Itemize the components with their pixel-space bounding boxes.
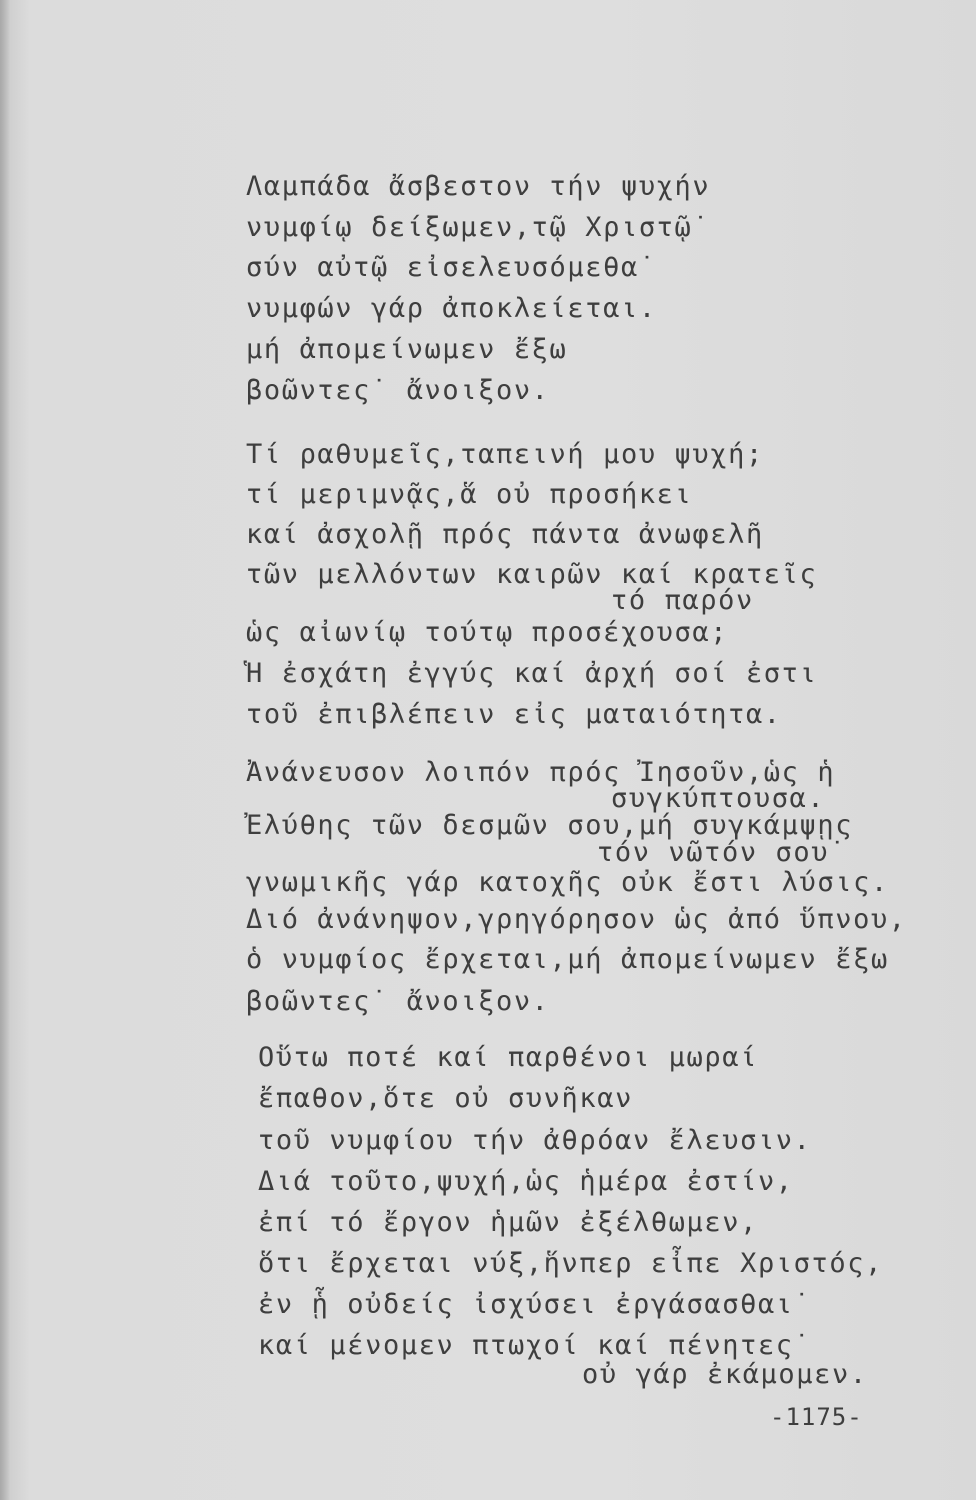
page-number: -1175- [770, 1403, 863, 1431]
stanza4-line-1: Οὕτω ποτέ καί παρθένοι μωραί [258, 1042, 758, 1073]
page-edge-shadow [0, 0, 10, 1500]
stanza1-line-3: σύν αὐτῷ εἰσελευσόμεθα˙ [246, 252, 657, 283]
stanza1-line-4: νυμφών γάρ ἀποκλείεται. [246, 293, 657, 324]
stanza1-line-6: βοῶντες˙ ἄνοιξον. [246, 375, 550, 406]
stanza2-line-3: καί ἀσχολῇ πρός πάντα ἀνωφελῆ [246, 519, 764, 550]
stanza1-line-5: μή ἀπομείνωμεν ἔξω [246, 334, 568, 365]
stanza2-line-1: Τί ραθυμεῖς,ταπεινή μου ψυχή; [246, 439, 764, 470]
stanza3-line-1-continuation: συγκύπτουσα. [611, 783, 826, 814]
stanza4-line-5: ἐπί τό ἔργον ἡμῶν ἐξέλθωμεν, [258, 1207, 758, 1238]
stanza3-line-3: γνωμικῆς γάρ κατοχῆς οὐκ ἔστι λύσις. [246, 867, 889, 898]
stanza4-line-6: ὅτι ἔρχεται νύξ,ἥνπερ εἶπε Χριστός, [258, 1248, 883, 1279]
stanza4-line-8-continuation: οὐ γάρ ἐκάμομεν. [582, 1359, 868, 1390]
stanza2-line-4-continuation: τό παρόν [611, 585, 754, 616]
stanza1-line-2: νυμφίῳ δείξωμεν,τῷ Χριστῷ˙ [246, 212, 711, 243]
stanza2-line-7: τοῦ ἐπιβλέπειν εἰς ματαιότητα. [246, 699, 782, 730]
stanza3-line-6: βοῶντες˙ ἄνοιξον. [246, 986, 550, 1017]
stanza3-line-5: ὁ νυμφίος ἔρχεται,μή ἀπομείνωμεν ἔξω [246, 944, 889, 975]
stanza4-line-7: ἐν ᾗ οὐδείς ἰσχύσει ἐργάσασθαι˙ [258, 1289, 812, 1320]
stanza3-line-1: Ἀνάνευσον λοιπόν πρός Ἰησοῦν,ὡς ἡ [246, 757, 836, 788]
stanza1-line-1: Λαμπάδα ἄσβεστον τήν ψυχήν [246, 171, 711, 202]
stanza4-line-4: Διά τοῦτο,ψυχή,ὡς ἡμέρα ἐστίν, [258, 1166, 794, 1197]
stanza4-line-3: τοῦ νυμφίου τήν ἀθρόαν ἔλευσιν. [258, 1125, 812, 1156]
stanza4-line-2: ἔπαθον,ὅτε οὐ συνῆκαν [258, 1083, 633, 1114]
stanza3-line-2: Ἐλύθης τῶν δεσμῶν σου,μή συγκάμψῃς [246, 810, 854, 841]
stanza3-line-2-continuation: τόν νῶτόν σου˙ [597, 837, 847, 868]
stanza4-line-8: καί μένομεν πτωχοί καί πένητες˙ [258, 1330, 812, 1361]
stanza2-line-5: ὡς αἰωνίῳ τούτῳ προσέχουσα; [246, 617, 729, 648]
stanza2-line-4: τῶν μελλόντων καιρῶν καί κρατεῖς [246, 559, 818, 590]
stanza2-line-2: τί μεριμνᾷς,ἅ οὐ προσήκει [246, 479, 693, 510]
stanza2-line-6: Ἡ ἐσχάτη ἐγγύς καί ἀρχή σοί ἐστι [246, 658, 818, 689]
stanza3-line-4: Διό ἀνάνηψον,γρηγόρησον ὡς ἀπό ὕπνου, [246, 904, 907, 935]
